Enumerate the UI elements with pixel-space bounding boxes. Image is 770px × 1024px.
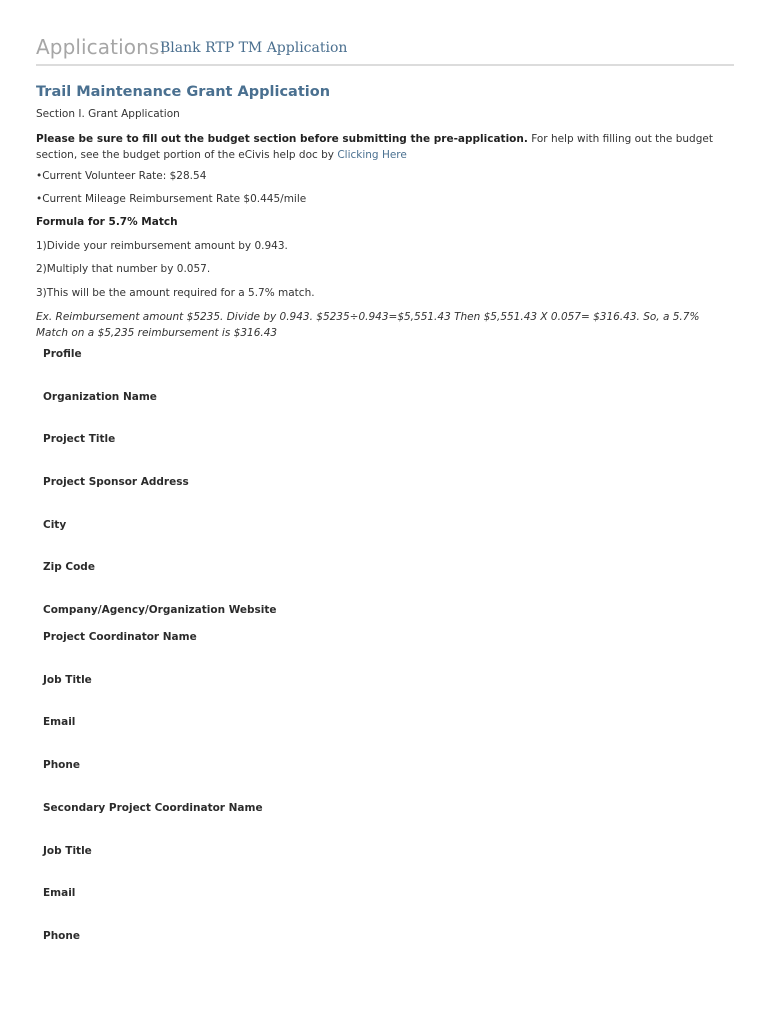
volunteer-rate: •Current Volunteer Rate: $28.54 bbox=[36, 170, 207, 182]
field-label-website: Company/Agency/Organization Website bbox=[43, 604, 277, 616]
formula-example: Ex. Reimbursement amount $5235. Divide by 0.943. $5235÷0.943=$5,551.43 Then $5,551.43 X 0.057= $316.43. So, a 5.7% Match on a $5,235 reimbursement is $316.43 bbox=[36, 311, 700, 339]
field-label-project-sponsor-address: Project Sponsor Address bbox=[43, 476, 189, 488]
formula-step-2: 2)Multiply that number by 0.057. bbox=[36, 263, 211, 275]
formula-step-1: 1)Divide your reimbursement amount by 0.943. bbox=[36, 240, 288, 252]
field-label-secondary-job-title: Job Title bbox=[43, 845, 92, 857]
field-label-secondary-email: Email bbox=[43, 887, 76, 899]
field-label-project-title: Project Title bbox=[43, 433, 116, 445]
section-heading: Section I. Grant Application bbox=[36, 108, 180, 120]
formula-heading: Formula for 5.7% Match bbox=[36, 216, 178, 228]
field-label-phone: Phone bbox=[43, 759, 80, 771]
field-label-job-title: Job Title bbox=[43, 674, 92, 686]
budget-notice bbox=[36, 131, 736, 163]
field-label-zip-code: Zip Code bbox=[43, 561, 95, 573]
field-label-city: City bbox=[43, 519, 67, 531]
header-label: Applications: bbox=[36, 35, 167, 59]
field-label-secondary-coordinator-name: Secondary Project Coordinator Name bbox=[43, 802, 263, 814]
page-header bbox=[36, 33, 734, 66]
field-label-organization-name: Organization Name bbox=[43, 391, 157, 403]
field-label-profile: Profile bbox=[43, 348, 82, 360]
mileage-rate: •Current Mileage Reimbursement Rate $0.445/mile bbox=[36, 193, 307, 205]
field-label-project-coordinator-name: Project Coordinator Name bbox=[43, 631, 197, 643]
budget-notice-text: For help with filling out the budget section, see the budget portion of the eCivis help doc by bbox=[36, 133, 713, 161]
application-name: Blank RTP TM Application bbox=[160, 40, 348, 56]
clicking-here-link[interactable]: Clicking Here bbox=[337, 149, 407, 161]
field-label-secondary-phone: Phone bbox=[43, 930, 80, 942]
field-label-email: Email bbox=[43, 716, 76, 728]
formula-step-3: 3)This will be the amount required for a 5.7% match. bbox=[36, 287, 315, 299]
form-title: Trail Maintenance Grant Application bbox=[36, 84, 331, 100]
budget-notice-bold: Please be sure to fill out the budget section before submitting the pre-application. bbox=[36, 133, 528, 145]
